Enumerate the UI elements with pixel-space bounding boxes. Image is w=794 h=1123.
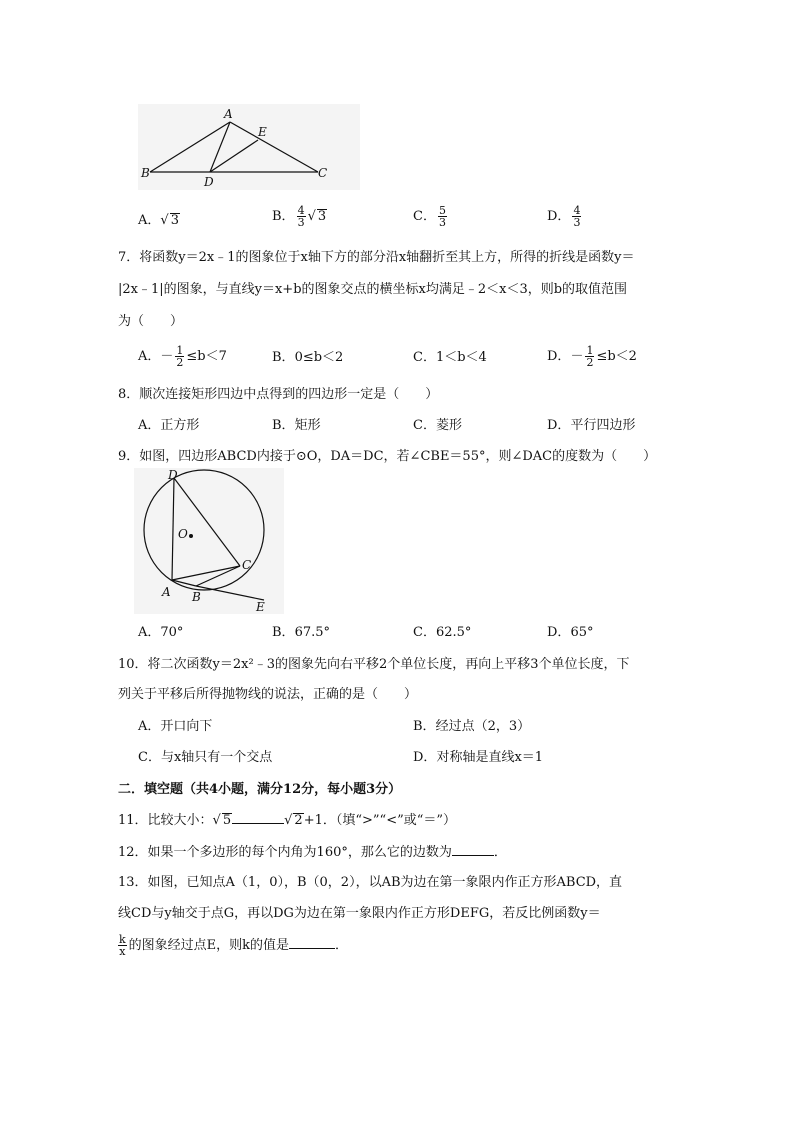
label-B: B <box>141 166 150 180</box>
q7-line-3: 为（ ） <box>118 314 184 329</box>
q8-option-b[interactable]: B．矩形 <box>272 418 321 433</box>
q9-option-a[interactable]: A．70° <box>138 625 184 640</box>
label-D: D <box>168 468 178 482</box>
q13-line-3: $\frac{k}{x}$ 的图象经过点E，则k的值是 ． <box>119 933 349 958</box>
q7-option-a[interactable]: A．－ $\frac{1}{2}$ ≤b＜7 <box>138 344 227 369</box>
answer-blank-q12[interactable] <box>452 843 494 856</box>
q10-line-2: 列关于平移后所得抛物线的说法，正确的是（ ） <box>118 687 418 702</box>
q6-option-b[interactable]: B． $\frac{4}{3}$ √ 3 <box>272 204 327 229</box>
q13-line-2: 线CD与y轴交于点G，再以DG为边在第一象限内作正方形DEFG，若反比例函数y＝ <box>118 906 601 921</box>
answer-blank-q13[interactable] <box>289 936 335 949</box>
label-O: O <box>178 527 188 541</box>
q10-line-1: 10．将二次函数y＝2x²﹣3的图象先向右平移2个单位长度，再向上平移3个单位长度，下 <box>118 657 630 672</box>
q6-option-a[interactable]: A．√ 3 <box>138 213 179 228</box>
fraction: $\frac{1}{2}$ <box>176 344 184 369</box>
q6-option-c[interactable]: C． $\frac{5}{3}$ <box>413 204 446 229</box>
q8-option-c[interactable]: C．菱形 <box>413 418 462 433</box>
label-C: C <box>318 166 328 180</box>
fraction: $\frac{4}{3}$ <box>297 204 305 229</box>
q10-option-d[interactable]: D．对称轴是直线x＝1 <box>413 750 544 765</box>
q7-line-1: 7．将函数y＝2x﹣1的图象位于x轴下方的部分沿x轴翻折至其上方，所得的折线是函数y＝ <box>118 250 635 265</box>
sqrt-sign: √ <box>160 213 169 228</box>
label-B: B <box>192 590 201 604</box>
fraction: $\frac{1}{2}$ <box>586 344 594 369</box>
label-D: D <box>204 175 214 189</box>
fraction: $\frac{k}{x}$ <box>119 933 126 958</box>
circle-figure <box>134 468 284 614</box>
sqrt-sign: √ <box>212 813 221 828</box>
fraction: $\frac{4}{3}$ <box>573 204 581 229</box>
label-A: A <box>162 585 171 599</box>
q7-option-d[interactable]: D．－ $\frac{1}{2}$ ≤b＜2 <box>547 344 637 369</box>
triangle-figure <box>138 104 360 190</box>
label-C: C <box>242 558 252 572</box>
sqrt-sign: √ <box>307 209 316 224</box>
label-E: E <box>256 600 265 614</box>
q10-option-c[interactable]: C．与x轴只有一个交点 <box>138 750 273 765</box>
q7-option-c[interactable]: C．1＜b＜4 <box>413 350 487 365</box>
q12: 12．如果一个多边形的每个内角为160°，那么它的边数为 ． <box>118 845 507 860</box>
section-heading: 二．填空题（共4小题，满分12分，每小题3分） <box>118 782 402 797</box>
fraction: $\frac{5}{3}$ <box>438 204 446 229</box>
answer-blank-q11[interactable] <box>232 811 284 824</box>
label-E: E <box>258 125 267 139</box>
q9-stem: 9．如图，四边形ABCD内接于⊙O，DA＝DC，若∠CBE＝55°，则∠DAC的度数为（ ） <box>118 449 657 464</box>
q8-option-a[interactable]: A．正方形 <box>138 418 200 433</box>
q6-option-d[interactable]: D． $\frac{4}{3}$ <box>547 204 581 229</box>
q7-option-b[interactable]: B．0≤b＜2 <box>272 350 344 365</box>
q10-option-a[interactable]: A．开口向下 <box>138 719 213 734</box>
q13-line-1: 13．如图，已知点A（1，0），B（0，2），以AB为边在第一象限内作正方形ABCD，直 <box>118 875 623 890</box>
q9-option-c[interactable]: C．62.5° <box>413 625 472 640</box>
q9-option-d[interactable]: D．65° <box>547 625 594 640</box>
sqrt-sign: √ <box>284 813 293 828</box>
q7-line-2: |2x﹣1|的图象，与直线y＝x+b的图象交点的横坐标x均满足﹣2＜x＜3，则b的取值范围 <box>118 282 628 297</box>
q8-option-d[interactable]: D．平行四边形 <box>547 418 636 433</box>
q8-stem: 8．顺次连接矩形四边中点得到的四边形一定是（ ） <box>118 387 439 402</box>
q10-option-b[interactable]: B．经过点（2，3） <box>413 719 531 734</box>
q9-option-b[interactable]: B．67.5° <box>272 625 331 640</box>
label-A: A <box>224 107 233 121</box>
q11: 11．比较大小：√ 5 √ 2+1．（填“>”“<”或“＝”） <box>118 813 457 828</box>
